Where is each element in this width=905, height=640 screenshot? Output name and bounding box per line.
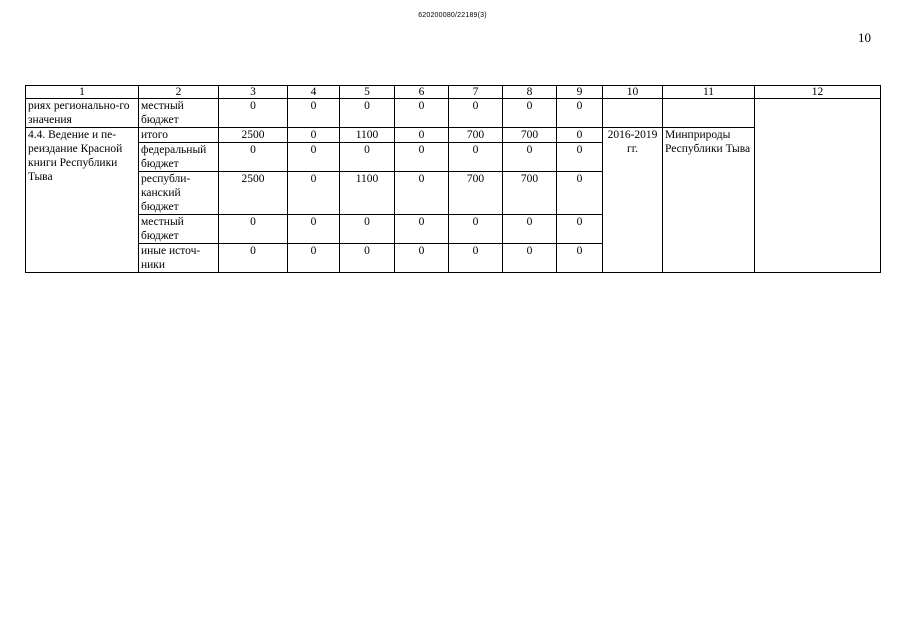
cell-value: 0 [395, 128, 449, 143]
cell-value: 0 [288, 172, 340, 215]
cell-value: 0 [288, 143, 340, 172]
cell-source: итого [139, 128, 219, 143]
cell-value: 0 [557, 244, 603, 273]
cell-period-empty [603, 99, 663, 128]
cell-value: 0 [395, 143, 449, 172]
cell-executor-empty [663, 99, 755, 128]
cell-value: 0 [503, 244, 557, 273]
col-header-5: 5 [340, 86, 395, 99]
column-header-row [26, 86, 881, 99]
col-header-12: 12 [755, 86, 881, 99]
cell-value: 0 [557, 128, 603, 143]
table-row [26, 99, 881, 128]
cell-value: 0 [557, 215, 603, 244]
cell-value: 0 [395, 99, 449, 128]
cell-period: 2016-2019 гг. [603, 128, 663, 273]
col-header-8: 8 [503, 86, 557, 99]
cell-value: 0 [219, 143, 288, 172]
page-number: 10 [858, 30, 871, 45]
col-header-7: 7 [449, 86, 503, 99]
cell-value: 0 [503, 99, 557, 128]
cell-value: 0 [219, 99, 288, 128]
cell-value: 0 [219, 215, 288, 244]
col-header-4: 4 [288, 86, 340, 99]
cell-value: 0 [449, 215, 503, 244]
cell-value: 0 [288, 128, 340, 143]
cell-value: 2500 [219, 128, 288, 143]
col-header-9: 9 [557, 86, 603, 99]
cell-value: 0 [557, 172, 603, 215]
cell-value: 0 [503, 143, 557, 172]
cell-col12-empty [755, 99, 881, 273]
col-header-1: 1 [26, 86, 139, 99]
cell-value: 0 [395, 172, 449, 215]
cell-executor: Минприроды Республики Тыва [663, 128, 755, 273]
cell-value: 0 [557, 99, 603, 128]
cell-value: 0 [449, 244, 503, 273]
document-id: 620200080/22189(3) [418, 12, 487, 19]
table-row [26, 128, 881, 143]
cell-value: 0 [449, 143, 503, 172]
cell-source: иные источ-ники [139, 244, 219, 273]
budget-table [25, 85, 881, 273]
cell-value: 700 [449, 172, 503, 215]
cell-value: 0 [395, 244, 449, 273]
cell-value: 0 [395, 215, 449, 244]
cell-value: 1100 [340, 172, 395, 215]
cell-source: местный бюджет [139, 99, 219, 128]
cell-value: 0 [503, 215, 557, 244]
cell-source: федеральный бюджет [139, 143, 219, 172]
col-header-3: 3 [219, 86, 288, 99]
cell-value: 0 [288, 244, 340, 273]
cell-value: 700 [503, 172, 557, 215]
cell-value: 700 [503, 128, 557, 143]
col-header-11: 11 [663, 86, 755, 99]
cell-value: 0 [288, 215, 340, 244]
cell-value: 0 [449, 99, 503, 128]
cell-value: 0 [219, 244, 288, 273]
col-header-6: 6 [395, 86, 449, 99]
cell-measure-name: 4.4. Ведение и пе-реиздание Красной книги Республики Тыва [26, 128, 139, 273]
cell-value: 2500 [219, 172, 288, 215]
cell-source: местный бюджет [139, 215, 219, 244]
cell-value: 700 [449, 128, 503, 143]
col-header-10: 10 [603, 86, 663, 99]
cell-value: 0 [340, 99, 395, 128]
cell-value: 0 [557, 143, 603, 172]
cell-value: 0 [340, 215, 395, 244]
cell-value: 0 [340, 244, 395, 273]
cell-value: 0 [340, 143, 395, 172]
col-header-2: 2 [139, 86, 219, 99]
cell-measure-continued: риях регионально-го значения [26, 99, 139, 128]
cell-value: 0 [288, 99, 340, 128]
cell-value: 1100 [340, 128, 395, 143]
cell-source: республи-канский бюджет [139, 172, 219, 215]
